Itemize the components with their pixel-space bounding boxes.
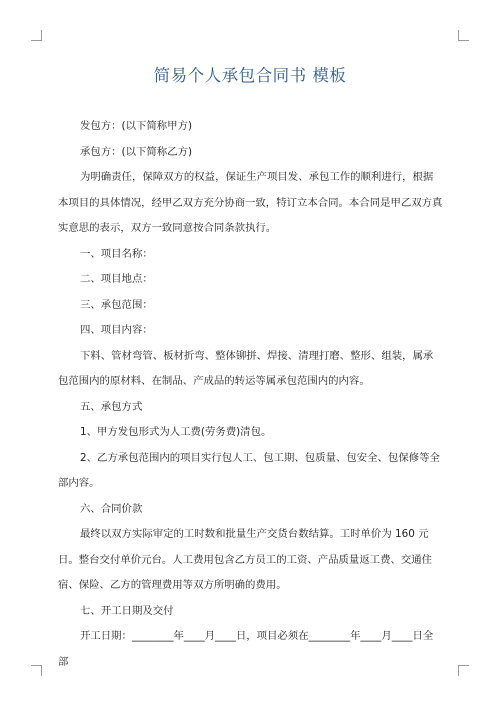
crop-mark-bottom-left [31,665,42,676]
paragraph-contract-method: 五、承包方式 [80,400,143,413]
paragraph-issuer: 发包方：(以下简称甲方) [80,120,193,132]
paragraph-start-date-heading: 七、开工日期及交付 [80,604,174,617]
document-title: 简易个人承包合同书 模板 [153,66,347,85]
paragraph-scope: 三、承包范围： [80,298,153,311]
crop-mark-top-right [458,30,469,41]
paragraph-contractor: 承包方：(以下简称乙方) [80,145,193,158]
paragraph-price-detail: 最终以双方实际审定的工时数和批量生产交货台数结算。工时单价为 160 元日。整台交付单价元台。人工费用包含乙方员工的工资、产品质量返工费、交通住宿、保险、乙方的管理费用等双方所明确的费用。 [58,528,433,591]
paragraph-method-2: 2、乙方承包范围内的项目实行包人工、包工期、包质量、包安全、包保修等全部内容。 [58,451,440,489]
paragraph-content-detail: 下料、管材弯管、板材折弯、整体铆拼、焊接、清理打磨、整形、组装，属承包范围内的原材料、在制品、产成品的转运等属承包范围内的内容。 [58,349,434,387]
paragraph-start-date: 开工日期：________年____月____日，项目必须在________年____月____日全部 [58,630,434,668]
paragraph-contract-price: 六、合同价款 [80,502,143,515]
paragraph-project-content: 四、项目内容： [80,324,153,336]
paragraph-project-location: 二、项目地点： [80,273,153,285]
crop-mark-bottom-right [458,665,469,676]
paragraph-method-1: 1、甲方发包形式为人工费(劳务费)清包。 [80,426,272,438]
crop-mark-top-left [31,30,42,41]
paragraph-project-name: 一、项目名称： [80,247,153,260]
document-body [58,114,443,675]
paragraph-preamble: 为明确责任，保障双方的权益，保证生产项目发、承包工作的顺利进行，根据本项目的具体情况，经甲乙双方充分协商一致，特订立本合同。本合同是甲乙双方真实意思的表示，双方一致同意按合同条款执行。 [58,171,443,234]
